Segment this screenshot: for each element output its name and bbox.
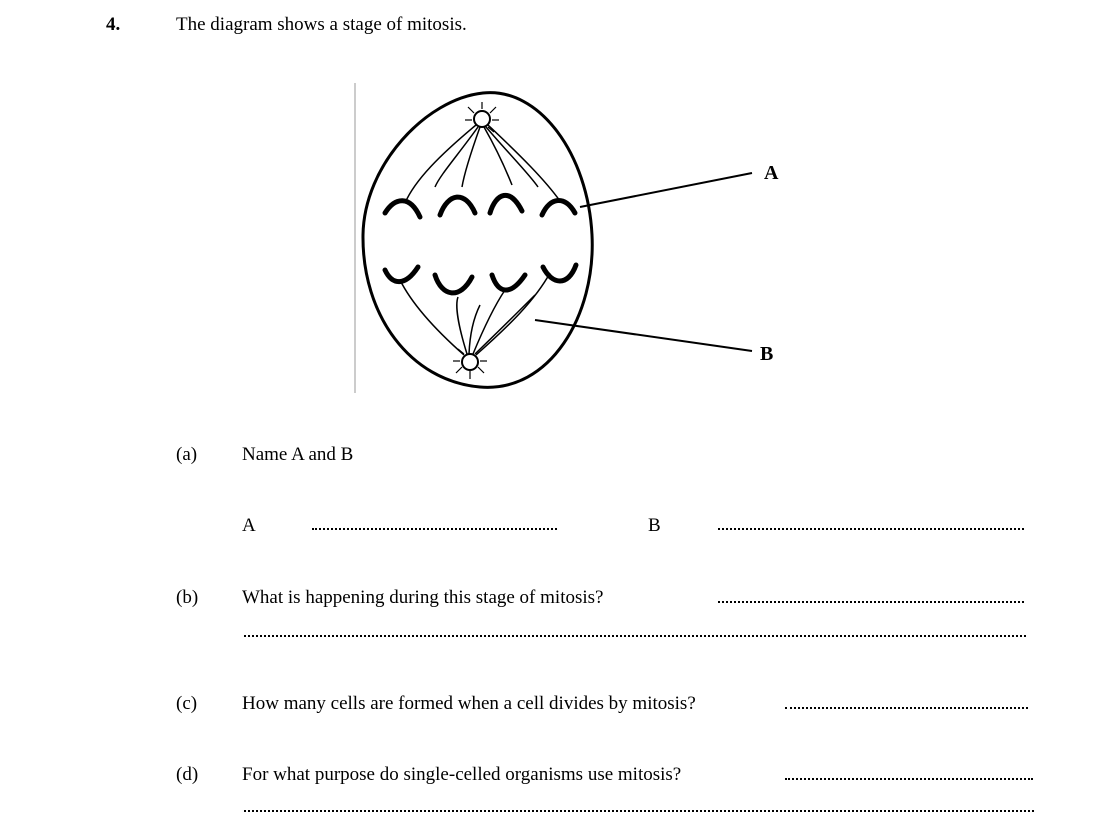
answer-d-line-1[interactable] [785,778,1033,780]
part-a-marker: (a) [176,444,198,465]
spindle-fibres-top [405,125,560,203]
part-c-text: How many cells are formed when a cell divides by mitosis? [242,693,696,714]
question-stem: The diagram shows a stage of mitosis. [176,14,467,35]
answer-b-label: B [648,515,661,536]
answer-b-line-2[interactable] [244,635,1026,637]
label-line-a [580,173,752,207]
label-a: A [764,162,779,184]
answer-c-line[interactable] [785,707,1028,709]
question-number: 4. [106,14,121,35]
mitosis-diagram [340,75,800,405]
centriole-top [465,102,499,132]
answer-a-label: A [242,515,256,536]
part-b-marker: (b) [176,587,199,608]
chromosomes-upper [385,195,575,217]
answer-a-line[interactable] [312,528,557,530]
label-b: B [760,343,774,365]
part-d-text: For what purpose do single-celled organisms use mitosis? [242,764,682,785]
centriole-bottom [453,349,487,379]
spindle-fibres-bottom [400,273,550,355]
answer-d-line-2[interactable] [244,810,1034,812]
part-a-text: Name A and B [242,444,354,465]
answer-b-line[interactable] [718,528,1024,530]
part-c-marker: (c) [176,693,198,714]
part-b-text: What is happening during this stage of mitosis? [242,587,604,608]
part-d-marker: (d) [176,764,199,785]
answer-b-line-1[interactable] [718,601,1024,603]
